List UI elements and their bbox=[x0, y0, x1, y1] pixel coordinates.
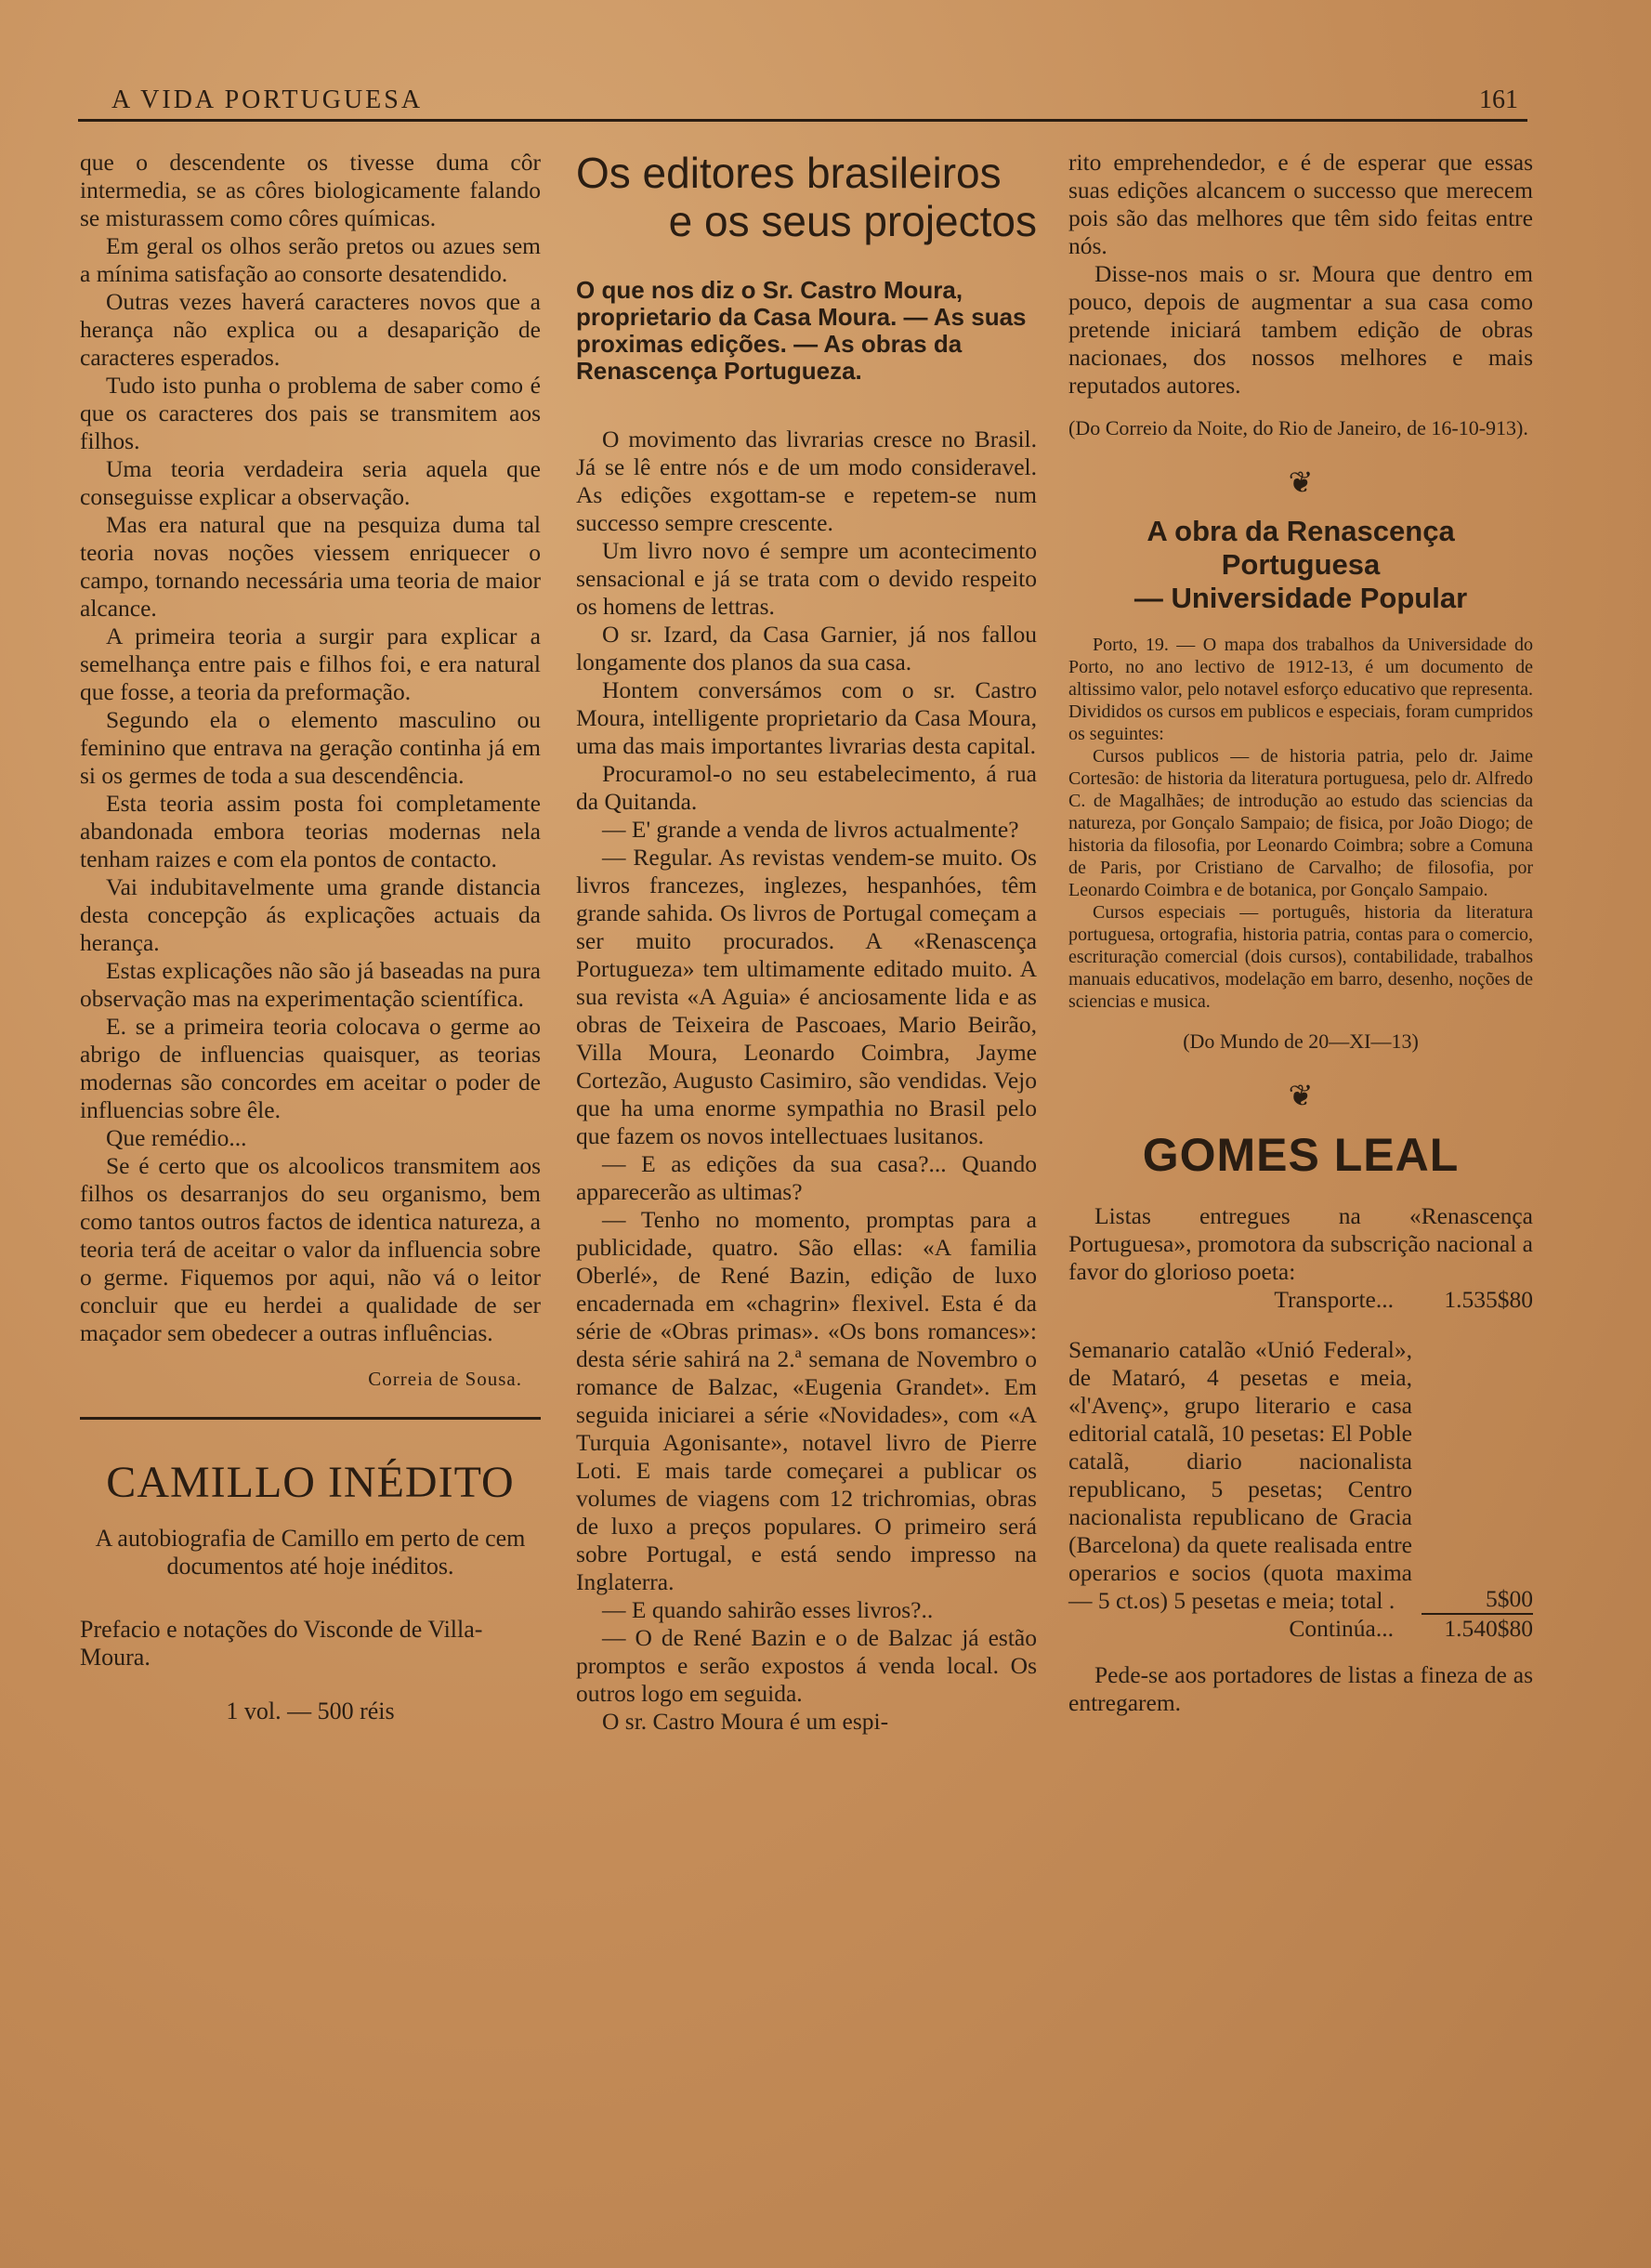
paragraph: A primeira teoria a surgir para explicar a semelhança entre pais e filhos foi, e era natural que fosse, a teoria da preformação. bbox=[80, 623, 541, 705]
camillo-price: 1 vol. — 500 réis bbox=[226, 1698, 395, 1724]
paragraph: Esta teoria assim posta foi completamente abandonada embora teorias modernas nela tenham raizes e com ela pontos de contacto. bbox=[80, 790, 541, 872]
paragraph: O sr. Castro Moura é um espi- bbox=[602, 1708, 889, 1735]
column-1 bbox=[80, 149, 541, 1725]
paragraph: O sr. Izard, da Casa Garnier, já nos fallou longamente dos planos da sua casa. bbox=[576, 621, 1037, 675]
paragraph: — O de René Bazin e o de Balzac já estão promptos e serão expostos á venda local. Os outros logo em seguida. bbox=[576, 1624, 1037, 1707]
paragraph: Porto, 19. — O mapa dos trabalhos da Universidade do Porto, no ano lectivo de 1912-13, é um documento de altissimo valor, pelo notavel esforço educativo que representa. Divididos os cursos em publicos e especiais, foram cumpridos os seguintes: bbox=[1068, 635, 1533, 744]
transporte-label: Transporte... bbox=[1274, 1286, 1394, 1313]
article-headline-line-2: e os seus projectos bbox=[668, 197, 1037, 245]
paragraph: Cursos publicos — de historia patria, pelo dr. Jaime Cortesão: de historia da literatura portuguesa, pelo dr. Alfredo C. de Magalhães; de introdução ao estudo das sciencias da natureza, por Gonçalo Sampaio; de fisica, por João Diogo; de historia da filosofia, por Leonardo Coimbra; sobre a Comuna de Paris, por Cristiano de Carvalho; de filosofia, por Leonardo Coimbra e de botanica, por Gonçalo Sampaio. bbox=[1068, 746, 1533, 900]
source-citation: (Do Mundo de 20—XI—13) bbox=[1183, 1029, 1419, 1053]
paragraph: Em geral os olhos serão pretos ou azues sem a mínima satisfação ao consorte desatendido. bbox=[80, 232, 541, 287]
column-2 bbox=[576, 149, 1037, 1736]
paragraph: que o descendente os tivesse duma côr intermedia, se as côres biologicamente falando se misturassem como côres químicas. bbox=[80, 149, 541, 231]
section-title-line-1: A obra da Renascença Portuguesa bbox=[1147, 515, 1455, 581]
paragraph: — E as edições da sua casa?... Quando apparecerão as ultimas? bbox=[576, 1150, 1037, 1205]
paragraph: E. se a primeira teoria colocava o germe ao abrigo de influencias quaisquer, as teorias modernas são concordes em aceitar o poder de influencias sobre êle. bbox=[80, 1013, 541, 1123]
running-title: A VIDA PORTUGUESA bbox=[111, 85, 424, 114]
fleuron-ornament-icon: ❦ bbox=[1288, 1079, 1314, 1112]
paragraph: Mas era natural que na pesquiza duma tal teoria novas noções viessem enriquecer o campo, tornando necessária uma teoria de maior alcance. bbox=[80, 511, 541, 622]
article-subheadline: O que nos diz o Sr. Castro Moura, proprietario da Casa Moura. — As suas proximas edições. — As obras da Renascença Portugueza. bbox=[576, 276, 1027, 385]
paragraph: Que remédio... bbox=[106, 1124, 247, 1151]
page-header bbox=[78, 85, 1518, 123]
paragraph: Listas entregues na «Renascença Portuguesa», promotora da subscrição nacional a favor do glorioso poeta: bbox=[1068, 1202, 1533, 1285]
gomes-leal-title: GOMES LEAL bbox=[1142, 1129, 1460, 1181]
paragraph: Uma teoria verdadeira seria aquela que conseguisse explicar a observação. bbox=[80, 455, 541, 510]
continua-amount: 1.540$80 bbox=[1444, 1615, 1533, 1642]
paragraph: Disse-nos mais o sr. Moura que dentro em pouco, depois de augmentar a sua casa como pretende iniciará tambem edição de obras nacionaes, dos nossos melhores e mais reputados autores. bbox=[1068, 260, 1533, 399]
paragraph: Procuramol-o no seu estabelecimento, á rua da Quitanda. bbox=[576, 760, 1037, 815]
author-signature: Correia de Sousa. bbox=[368, 1368, 522, 1390]
camillo-title: CAMILLO INÉDITO bbox=[106, 1458, 515, 1507]
paragraph: Hontem conversámos com o sr. Castro Moura, intelligente proprietario da Casa Moura, uma das mais importantes livrarias desta capital. bbox=[576, 676, 1037, 759]
paragraph: — E' grande a venda de livros actualmente? bbox=[602, 816, 1019, 843]
paragraph: O movimento das livrarias cresce no Brasil. Já se lê entre nós e de um modo consideravel. As edições exgottam-se e repetem-se num successo sempre crescente. bbox=[576, 426, 1037, 536]
header-rule bbox=[78, 119, 1527, 122]
transporte-amount: 1.535$80 bbox=[1444, 1286, 1533, 1313]
paragraph: Estas explicações não são já baseadas na pura observação mas na experimentação scientífica. bbox=[80, 957, 541, 1012]
paragraph: — E quando sahirão esses livros?.. bbox=[602, 1596, 934, 1623]
page-number: 161 bbox=[1479, 85, 1518, 114]
source-citation: (Do Correio da Noite, do Rio de Janeiro, de 16-10-913). bbox=[1068, 416, 1528, 439]
paragraph: rito emprehendedor, e é de esperar que essas suas edições alcancem o successo que merecem pois são das melhores que têm sido feitas entre nós. bbox=[1068, 149, 1533, 259]
column-3 bbox=[1068, 149, 1533, 1717]
continua-label: Continúa... bbox=[1289, 1615, 1394, 1642]
camillo-description: A autobiografia de Camillo em perto de cem documentos até hoje inéditos. bbox=[95, 1525, 526, 1580]
subscription-entry bbox=[1068, 1336, 1533, 1615]
paragraph: Tudo isto punha o problema de saber como é que os caracteres dos pais se transmitem aos filhos. bbox=[80, 372, 541, 454]
paragraph: — Regular. As revistas vendem-se muito. Os livros francezes, inglezes, hespanhóes, têm grande sahida. Os livros de Portugal começam a ser muito procurados. A «Renascença Portugueza» tem ultimamente editado muito. A sua revista «A Aguia» é anciosamente lida e as obras de Teixeira de Pascoaes, Mario Beirão, Villa Moura, Leonardo Coimbra, Jayme Cortezão, Augusto Casimiro, são vendidas. Vejo que ha uma enorme sympathia no Brasil pelo que fazem os novos intellectuaes lusitanos. bbox=[576, 844, 1037, 1149]
entry-amount: 5$00 bbox=[1422, 1585, 1533, 1615]
section-title-line-2: — Universidade Popular bbox=[1133, 582, 1468, 614]
fleuron-ornament-icon: ❦ bbox=[1288, 465, 1314, 499]
section-divider bbox=[80, 1417, 541, 1420]
entry-text: Semanario catalão «Unió Federal», de Mataró, 4 pesetas e meia, «l'Avenç», grupo literario e casa editorial catalã, 10 pesetas: El Poble catalã, diario nacionalista republicano, 5 pesetas; Centro nacionalista republicano de Gracia (Barcelona) da quete realisada entre operarios e socios (quota maxima — 5 ct.os) 5 pesetas e meia; total . bbox=[1068, 1336, 1412, 1614]
article-headline-line-1: Os editores brasileiros bbox=[576, 149, 1002, 197]
continua-row bbox=[1068, 1615, 1533, 1643]
paragraph: Outras vezes haverá caracteres novos que a herança não explica ou a desaparição de caracteres esperados. bbox=[80, 288, 541, 371]
paragraph: Segundo ela o elemento masculino ou feminino que entrava na geração continha já em si os germes de toda a sua descendência. bbox=[80, 706, 541, 789]
paragraph: Vai indubitavelmente uma grande distancia desta concepção ás explicações actuais da herança. bbox=[80, 873, 541, 956]
transporte-row bbox=[1068, 1286, 1533, 1314]
camillo-prefacio: Prefacio e notações do Visconde de Villa-Moura. bbox=[80, 1616, 483, 1671]
paragraph: — Tenho no momento, promptas para a publicidade, quatro. São ellas: «A familia Oberlé», de René Bazin, edição de luxo encadernada em «chagrin» flexivel. Esta é da série de «Obras primas». «Os bons romances»: desta série sahirá na 2.ª semana de Novembro o romance de Balzac, «Eugenia Grandet». Em seguida iniciarei a série «Novidades», com «A Turquia Agonisante», notavel livro de Pierre Loti. E mais tarde começarei a publicar os volumes de viagens com 12 trichromias, obras de luxo a preços populares. O primeiro será sobre Portugal, e está sendo impresso na Inglaterra. bbox=[576, 1206, 1037, 1595]
paragraph: Se é certo que os alcoolicos transmitem aos filhos os desarranjos do seu organismo, bem como tantos outros factos de identica natureza, a teoria terá de aceitar o valor da influencia sobre o germe. Fiquemos por aqui, não vá o leitor concluir que eu herdei a qualidade de ser maçador sem obedecer a outras influências. bbox=[80, 1152, 541, 1346]
paragraph: Cursos especiais — português, historia da literatura portuguesa, ortografia, historia patria, contas para o comercio, escrituração comercial (dois cursos), contabilidade, trabalhos manuais educativos, modelação em barro, desenho, noções de sciencias e musica. bbox=[1068, 902, 1533, 1012]
paragraph: Pede-se aos portadores de listas a fineza de as entregarem. bbox=[1068, 1661, 1533, 1716]
paragraph: Um livro novo é sempre um acontecimento sensacional e já se trata com o devido respeito os homens de lettras. bbox=[576, 537, 1037, 620]
